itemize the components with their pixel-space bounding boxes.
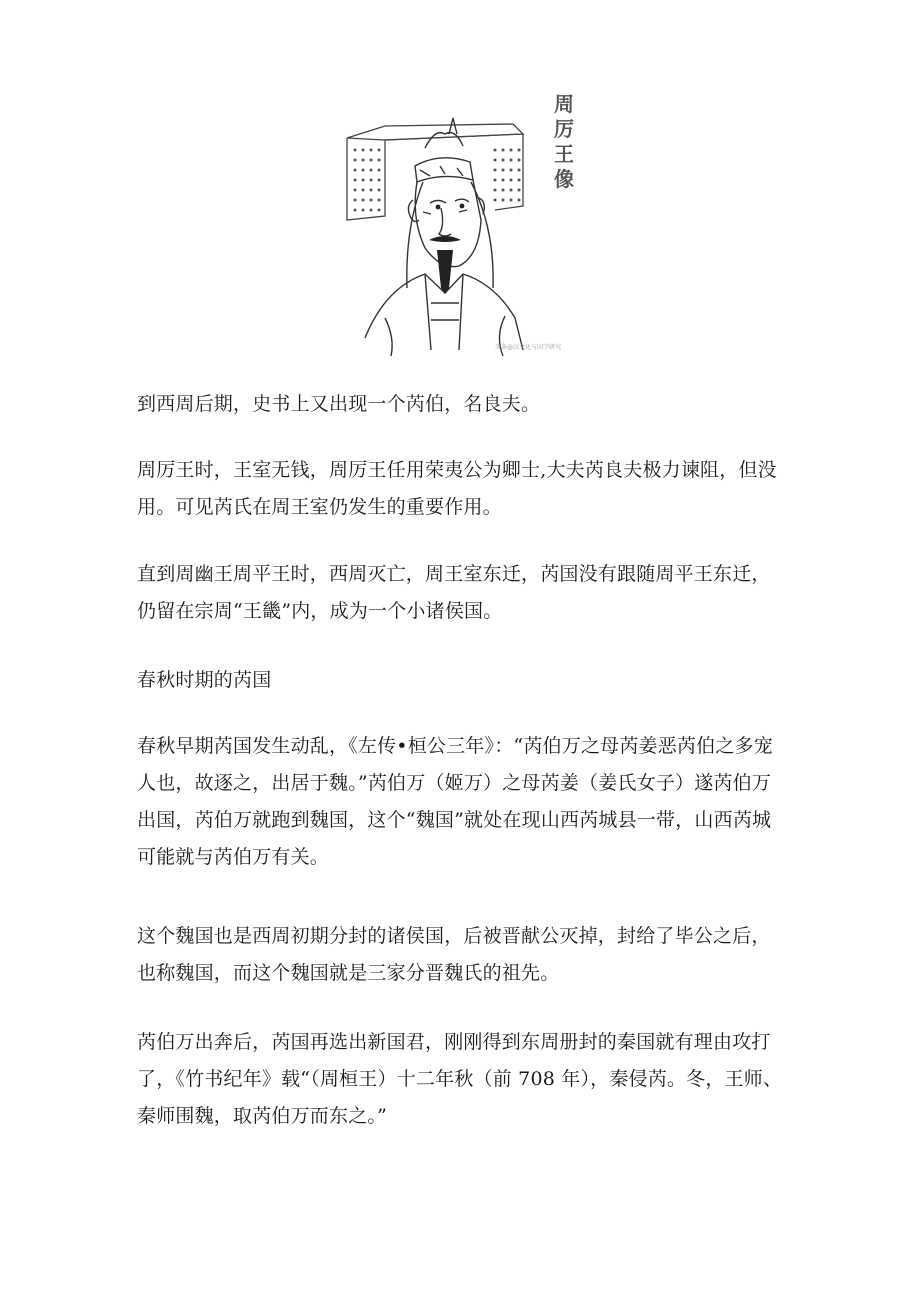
king-li-portrait-illustration xyxy=(345,88,581,358)
caption-char: 王 xyxy=(554,142,574,166)
portrait-caption xyxy=(551,92,577,192)
paragraph: 这个魏国也是西周初期分封的诸侯国，后被晋献公灭掉，封给了毕公之后，也称魏国，而这个魏国就是三家分晋魏氏的祖先。 xyxy=(137,925,771,984)
paragraph: 春秋早期芮国发生动乱，《左传•桓公三年》：“芮伯万之母芮姜恶芮伯之多宠人也，故逐之，出居于魏。”芮伯万（姬万）之母芮姜（姜氏女子）遂芮伯万出国，芮伯万就跑到魏国，这个“魏国”就处在现山西芮城县一带，山西芮城可能就与芮伯万有关。 xyxy=(137,735,773,868)
caption-char: 像 xyxy=(554,167,574,191)
paragraph: 芮伯万出奔后，芮国再选出新国君，刚刚得到东周册封的秦国就有理由攻打了，《竹书纪年》载“（周桓王）十二年秋（前 708 年），秦侵芮。冬，王师、秦师围魏，取芮伯万而东之。” xyxy=(137,1031,783,1127)
paragraph: 直到周幽王周平王时，西周灭亡，周王室东迁，芮国没有跟随周平王东迁，仍留在宗周“王畿”内，成为一个小诸侯国。 xyxy=(137,563,771,622)
caption-char: 厉 xyxy=(554,117,574,141)
caption-char: 周 xyxy=(554,92,574,116)
paragraph: 周厉王时，王室无钱，周厉王任用荣夷公为卿士,大夫芮良夫极力谏阻，但没用。可见芮氏在周王室仍发生的重要作用。 xyxy=(137,459,777,518)
portrait-figure xyxy=(345,88,581,358)
paragraph: 到西周后期，史书上又出现一个芮伯，名良夫。 xyxy=(137,393,541,415)
section-heading: 春秋时期的芮国 xyxy=(137,669,272,691)
image-watermark: 头条@汉文化与国学研究 xyxy=(495,344,562,351)
